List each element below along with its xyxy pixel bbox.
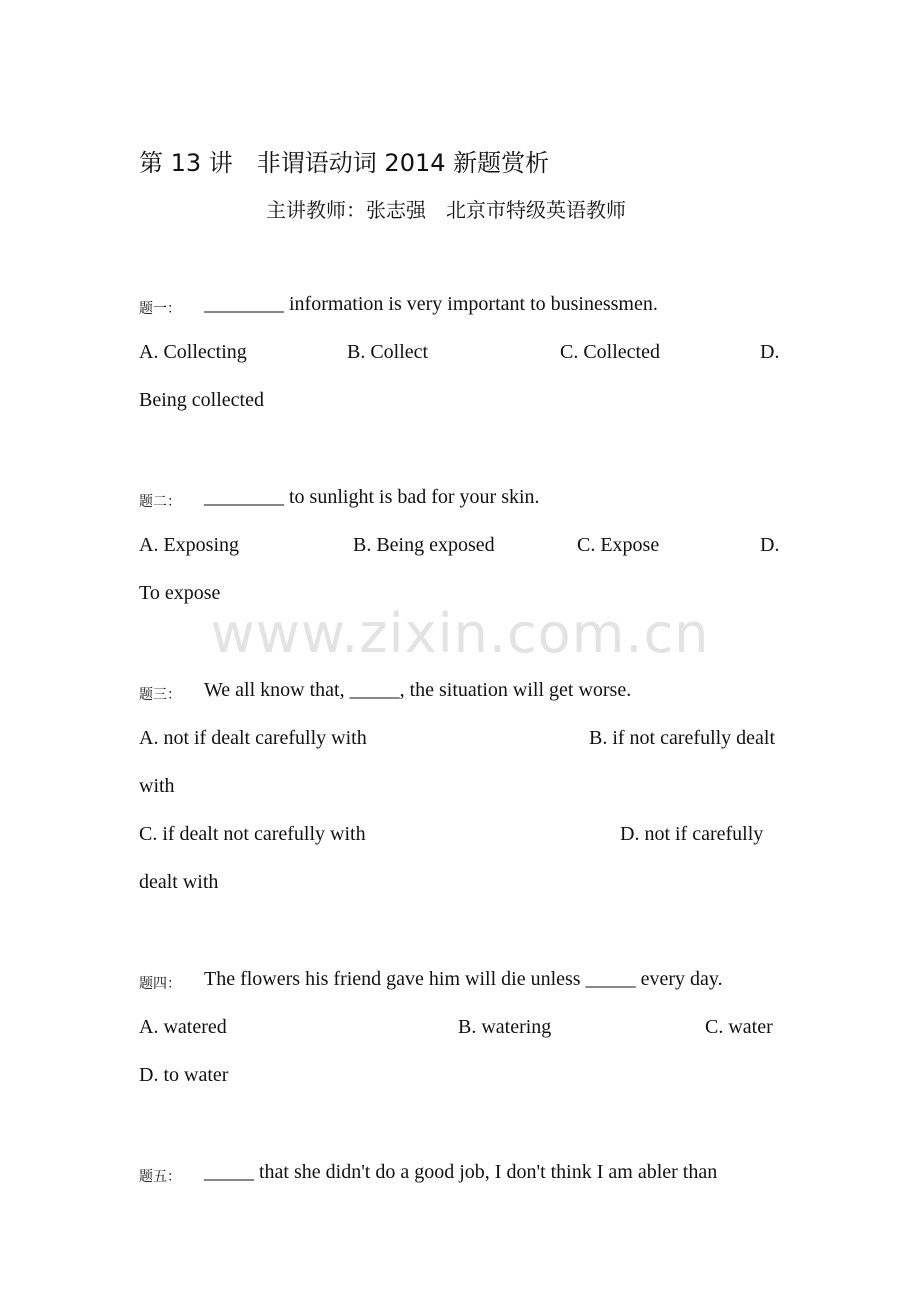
question-4-stem: The flowers his friend gave him will die unless _____ every day. — [204, 968, 723, 990]
question-4-option-c: C. water — [705, 1016, 773, 1038]
question-4-option-b: B. watering — [458, 1016, 552, 1038]
question-1-stem: ________ information is very important to businessmen. — [204, 293, 658, 315]
question-1-option-a: A. Collecting — [139, 341, 247, 363]
question-1-label: 题一： — [139, 301, 181, 317]
question-3-option-b: B. if not carefully dealt — [589, 727, 776, 749]
question-2-option-d-text: To expose — [139, 582, 221, 604]
question-2-label: 题二： — [139, 494, 181, 510]
question-4-option-d: D. to water — [139, 1064, 229, 1086]
question-3-label: 题三： — [139, 687, 181, 703]
question-1-option-b: B. Collect — [347, 341, 429, 363]
question-1-option-c: C. Collected — [560, 341, 660, 363]
question-4-label: 题四： — [139, 976, 181, 992]
page-title: 第 13 讲 非谓语动词 2014 新题赏析 — [139, 149, 550, 177]
question-4-option-a: A. watered — [139, 1016, 227, 1038]
question-2-option-c: C. Expose — [577, 534, 660, 556]
question-1-option-d: D. — [760, 341, 780, 363]
question-2-option-a: A. Exposing — [139, 534, 239, 556]
question-2-option-b: B. Being exposed — [353, 534, 495, 556]
question-3-option-b-cont: with — [139, 775, 175, 797]
question-3-option-d-cont: dealt with — [139, 871, 219, 893]
watermark: www.zixin.com.cn — [210, 602, 710, 665]
question-2-stem: ________ to sunlight is bad for your skin. — [204, 486, 540, 508]
page-subtitle: 主讲教师：张志强 北京市特级英语教师 — [266, 198, 626, 222]
question-2-option-d: D. — [760, 534, 780, 556]
question-3-option-a: A. not if dealt carefully with — [139, 727, 367, 749]
question-3-option-d: D. not if carefully — [620, 823, 764, 845]
question-3-option-c: C. if dealt not carefully with — [139, 823, 366, 845]
question-3-stem: We all know that, _____, the situation will get worse. — [204, 679, 632, 701]
question-5-label: 题五： — [139, 1169, 181, 1185]
question-5-stem: _____ that she didn't do a good job, I don't think I am abler than — [204, 1161, 718, 1183]
question-1-option-d-text: Being collected — [139, 389, 264, 411]
